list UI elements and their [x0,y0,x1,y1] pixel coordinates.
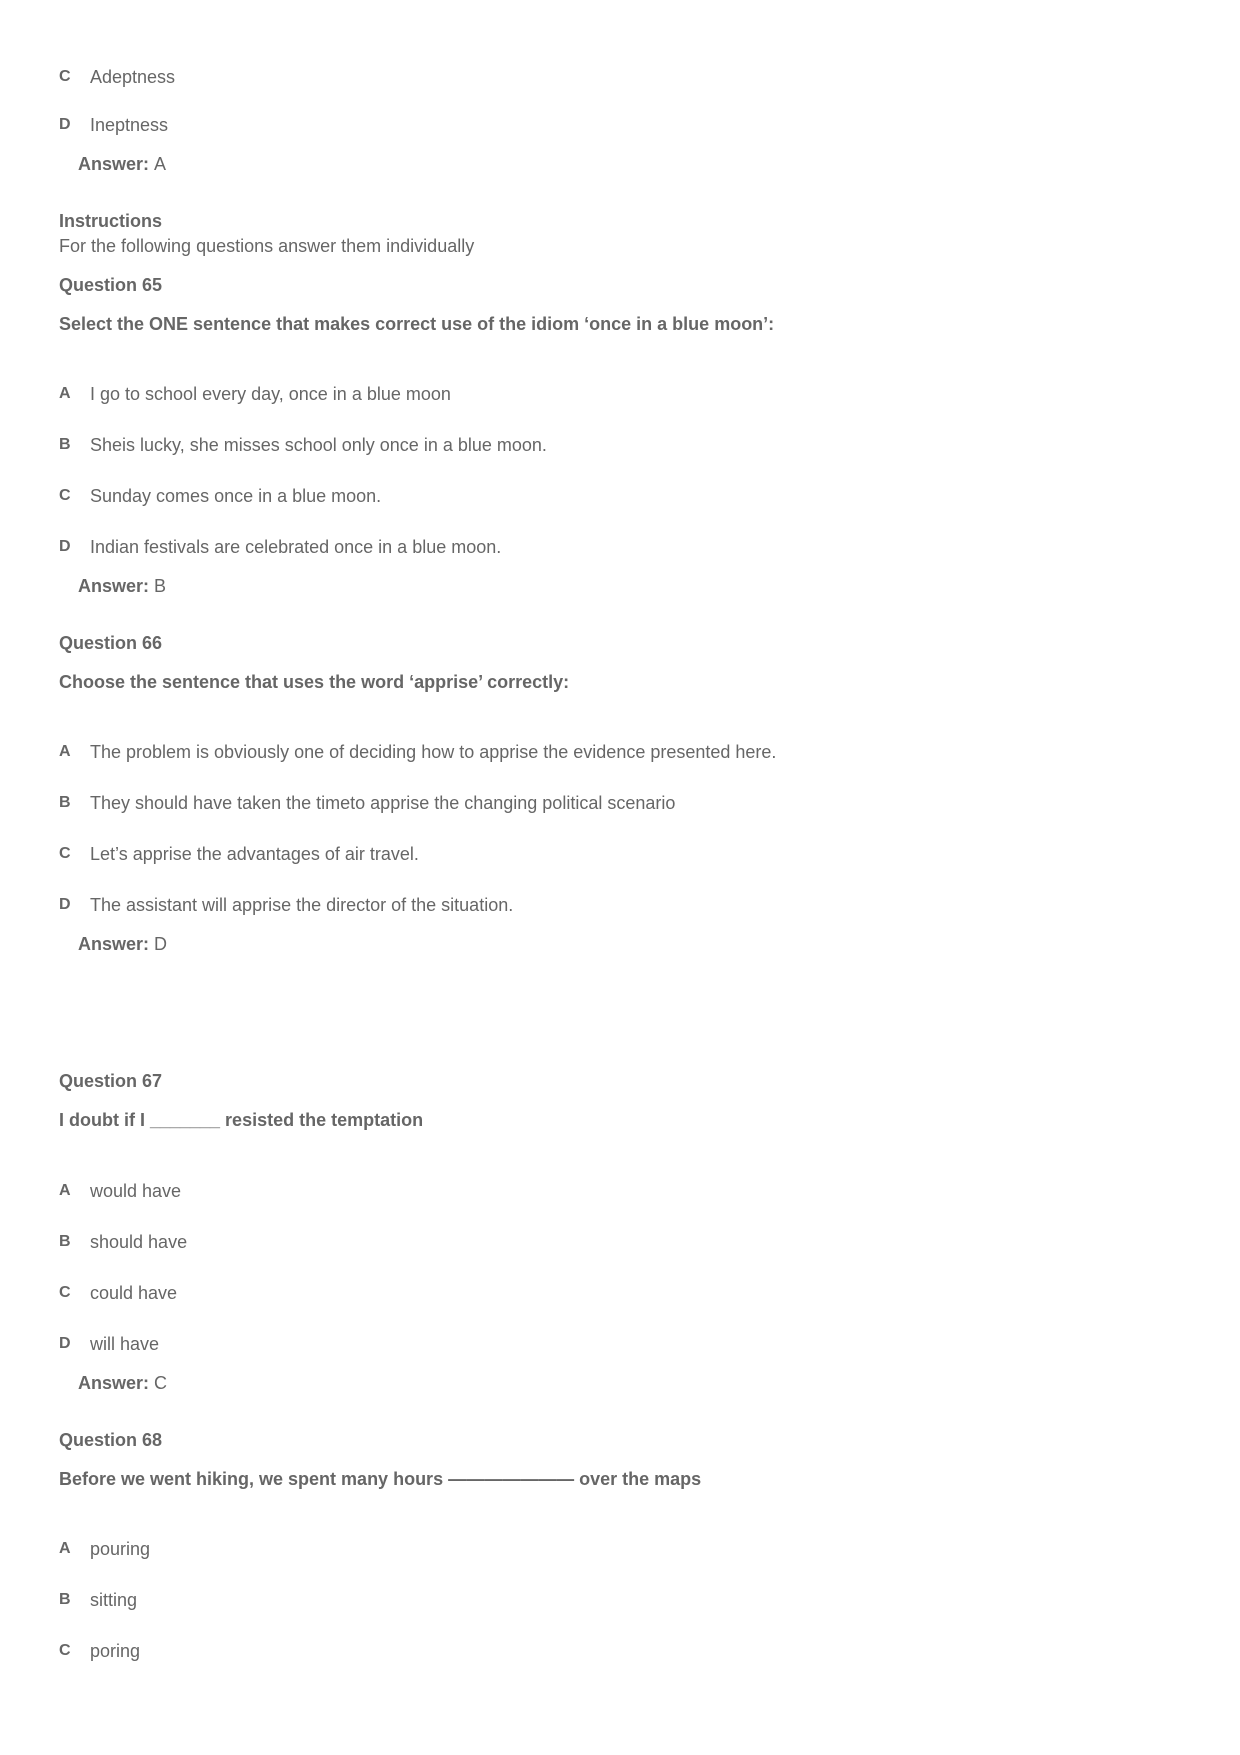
option-a[interactable] [59,381,451,407]
option-a[interactable] [59,1178,181,1204]
option-d[interactable] [59,534,501,560]
option-letter: B [59,1591,71,1608]
option-letter: D [59,1335,71,1352]
option-text: could have [90,1282,178,1303]
option-text: Ineptness [90,114,169,135]
answer-value: C [154,1372,168,1393]
option-c[interactable] [59,1280,177,1306]
answer-line [78,151,166,177]
option-letter: A [59,1182,71,1199]
question-number: Question 67 [59,1070,163,1091]
option-c[interactable] [59,1638,140,1664]
option-b[interactable] [59,790,675,816]
option-b[interactable] [59,1229,187,1255]
option-d[interactable] [59,112,168,138]
option-text: Adeptness [90,66,176,87]
question-prompt: Choose the sentence that uses the word ‘apprise’ correctly: [59,671,570,692]
option-text: will have [90,1333,160,1354]
instructions-title: Instructions [59,210,163,231]
option-letter: B [59,794,71,811]
answer-value: D [154,933,168,954]
question-prompt: I doubt if I _______ resisted the temptation [59,1109,424,1130]
option-c[interactable] [59,483,381,509]
option-text: They should have taken the timeto apprise the changing political scenario [90,792,676,813]
question-prompt: Select the ONE sentence that makes correct use of the idiom ‘once in a blue moon’: [59,313,775,334]
option-letter: C [59,487,71,504]
option-letter: C [59,68,71,85]
option-letter: B [59,1233,71,1250]
option-d[interactable] [59,1331,159,1357]
answer-label: Answer: [78,575,150,596]
option-text: Let’s apprise the advantages of air travel. [90,843,419,864]
option-text: Indian festivals are celebrated once in a blue moon. [90,536,502,557]
answer-label: Answer: [78,1372,150,1393]
option-b[interactable] [59,1587,137,1613]
option-letter: C [59,1284,71,1301]
answer-line [78,931,167,957]
question-number: Question 66 [59,632,163,653]
option-text: should have [90,1231,188,1252]
option-b[interactable] [59,432,547,458]
option-text: Sunday comes once in a blue moon. [90,485,382,506]
option-letter: B [59,436,71,453]
option-letter: D [59,538,71,555]
option-text: poring [90,1640,141,1661]
option-d[interactable] [59,892,513,918]
option-text: sitting [90,1589,138,1610]
option-c[interactable] [59,64,175,90]
option-letter: C [59,1642,71,1659]
option-c[interactable] [59,841,419,867]
question-prompt: Before we went hiking, we spent many hours ——————— over the maps [59,1468,702,1489]
option-letter: D [59,116,71,133]
option-letter: A [59,743,71,760]
option-text: The problem is obviously one of deciding how to apprise the evidence presented here. [90,741,777,762]
option-text: would have [90,1180,182,1201]
option-letter: C [59,845,71,862]
option-text: I go to school every day, once in a blue moon [90,383,451,404]
answer-label: Answer: [78,153,150,174]
option-a[interactable] [59,739,776,765]
option-a[interactable] [59,1536,150,1562]
answer-line [78,573,166,599]
answer-value: B [154,575,167,596]
answer-line [78,1370,167,1396]
answer-value: A [154,153,167,174]
answer-label: Answer: [78,933,150,954]
option-text: pouring [90,1538,151,1559]
question-number: Question 65 [59,274,163,295]
option-letter: A [59,1540,71,1557]
instructions-text: For the following questions answer them individually [59,235,475,256]
option-text: The assistant will apprise the director of the situation. [90,894,514,915]
option-letter: A [59,385,71,402]
option-letter: D [59,896,71,913]
question-number: Question 68 [59,1429,163,1450]
option-text: Sheis lucky, she misses school only once in a blue moon. [90,434,547,455]
